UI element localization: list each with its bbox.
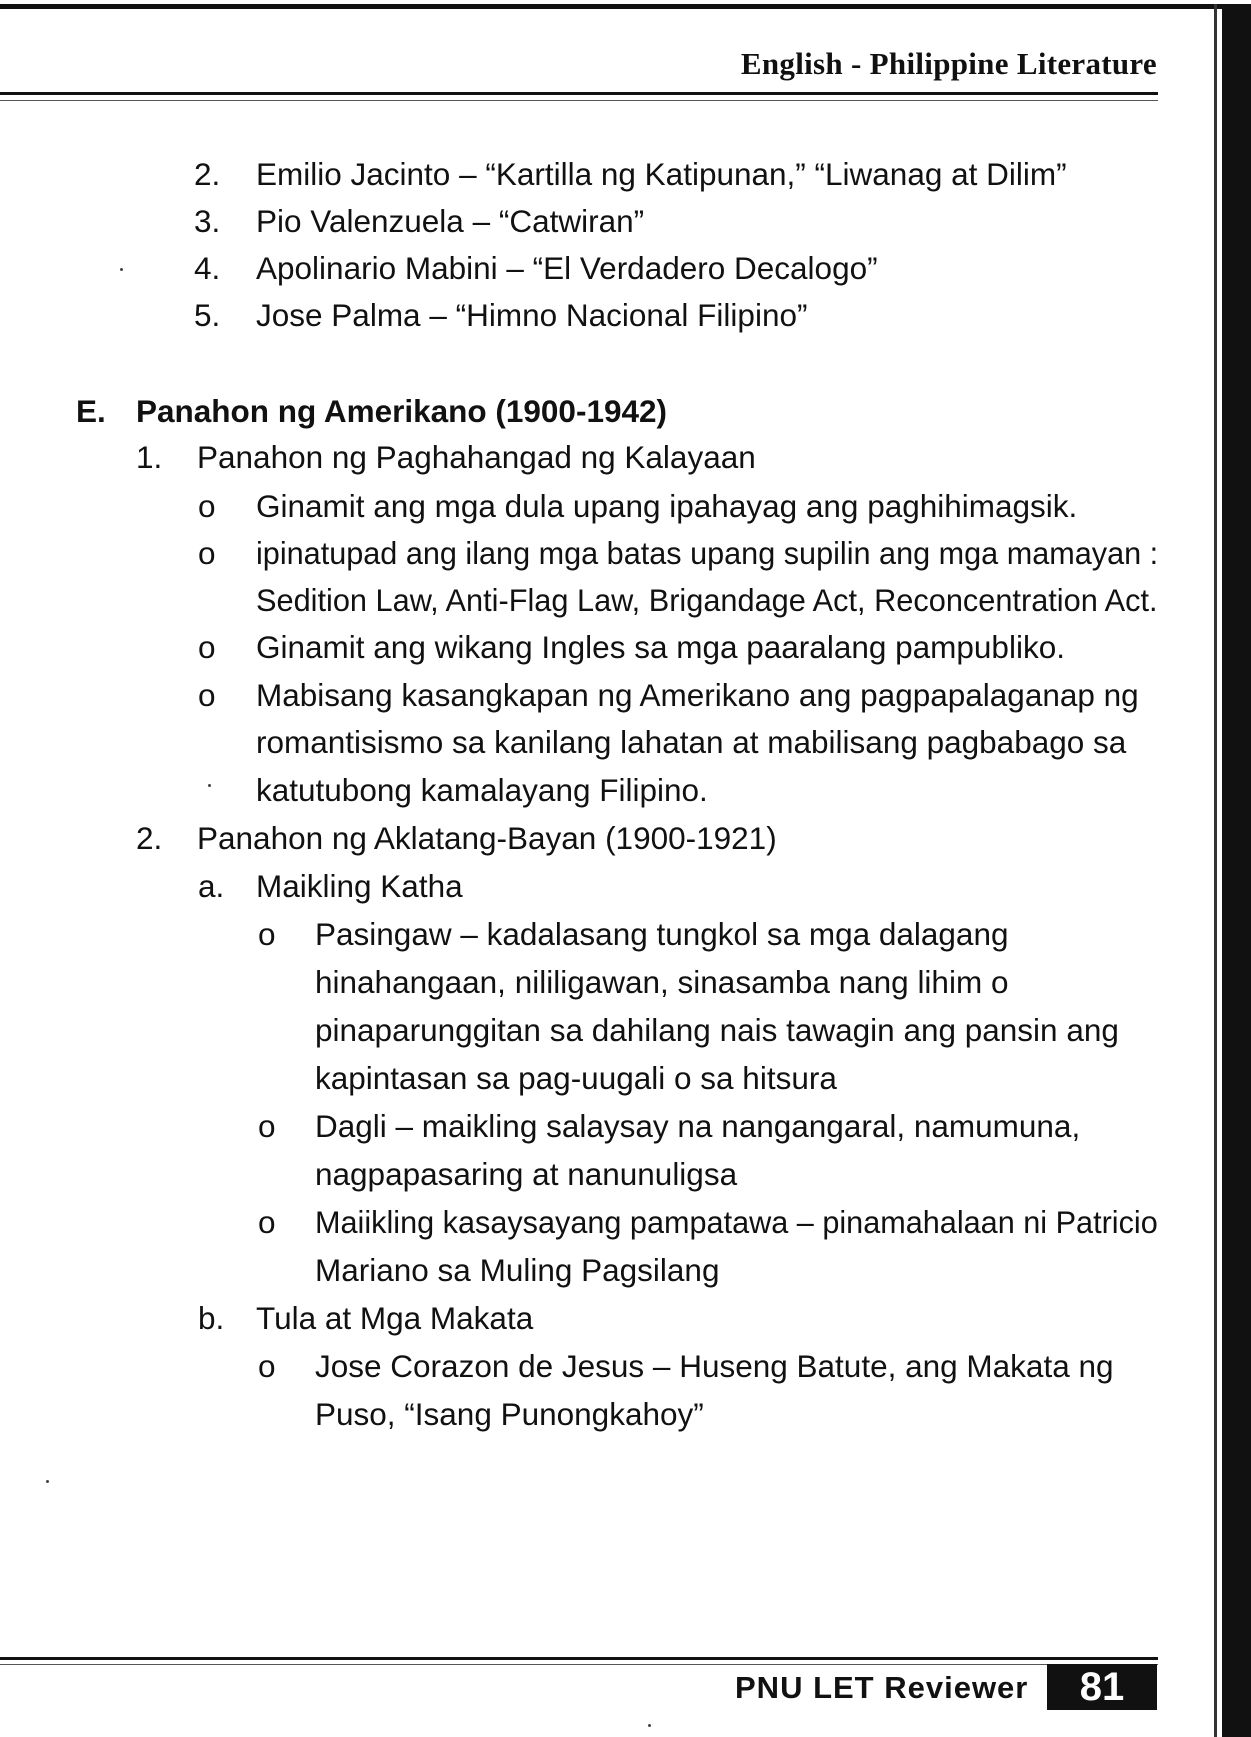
list-item-text: Jose Palma – “Himno Nacional Filipino” [256,297,808,333]
section-marker: E. [76,393,106,429]
bullet-text: kapintasan sa pag-uugali o sa hitsura [315,1060,837,1096]
bullet-text: katutubong kamalayang Filipino. [256,772,708,808]
bullet-text: ipinatupad ang ilang mga batas upang supilin ang mga mamayan : [256,535,1159,571]
list-item-text: Emilio Jacinto – “Kartilla ng Katipunan,” “Liwanag at Dilim” [256,156,1067,192]
list-item-text: Apolinario Mabini – “El Verdadero Decalogo” [256,250,878,286]
list-item-marker: 2. [194,156,221,192]
page-right-edge [1214,4,1217,1737]
page-top-border [0,4,1228,9]
page-number: 81 [1047,1664,1157,1710]
bullet-marker: o [258,1348,276,1384]
scan-speck [648,1724,651,1727]
list-item-marker: 4. [194,250,221,286]
bullet-text: Sedition Law, Anti-Flag Law, Brigandage Act, Reconcentration Act. [256,582,1158,618]
bullet-text: Jose Corazon de Jesus – Huseng Batute, ang Makata ng [315,1348,1114,1384]
bullet-marker: o [258,916,276,952]
subsection-heading: Panahon ng Aklatang-Bayan (1900-1921) [197,820,777,856]
bullet-text: Pasingaw – kadalasang tungkol sa mga dalagang [315,916,1009,952]
footer-book-title: PNU LET Reviewer [735,1670,1029,1705]
bullet-text: Puso, “Isang Punongkahoy” [315,1396,704,1432]
bullet-text: nagpapasaring at nanunuligsa [315,1156,738,1192]
bullet-marker: o [258,1204,276,1240]
bullet-text: Mabisang kasangkapan ng Amerikano ang pagpapalaganap ng [256,677,1139,713]
subsection-heading: Panahon ng Paghahangad ng Kalayaan [197,439,756,475]
bullet-marker: o [198,629,216,665]
list-item-text: Pio Valenzuela – “Catwiran” [256,203,645,239]
subsection-marker: 2. [136,820,163,856]
footer-rule [0,1657,1158,1660]
bullet-text: Maiikling kasaysayang pampatawa – pinamahalaan ni Patricio [315,1204,1158,1240]
bullet-text: Mariano sa Muling Pagsilang [315,1252,720,1288]
header-rule [0,92,1158,95]
sublist-marker: b. [198,1300,225,1336]
list-item-marker: 5. [194,297,221,333]
bullet-text: Ginamit ang wikang Ingles sa mga paaralang pampubliko. [256,629,1065,665]
bullet-text: pinaparunggitan sa dahilang nais tawagin ang pansin ang [315,1012,1119,1048]
scan-speck [120,268,123,271]
sublist-marker: a. [198,868,225,904]
scan-speck [46,1480,49,1483]
bullet-text: Ginamit ang mga dula upang ipahayag ang paghihimagsik. [256,488,1078,524]
bullet-text: hinahangaan, nililigawan, sinasamba nang lihim o [315,964,1009,1000]
running-header-title: English - Philippine Literature [740,46,1157,81]
bullet-marker: o [198,535,216,571]
sublist-heading: Maikling Katha [256,868,463,904]
bullet-marker: o [198,488,216,524]
scan-speck [208,784,211,787]
bullet-marker: o [198,677,216,713]
bullet-marker: o [258,1108,276,1144]
bullet-text: Dagli – maikling salaysay na nangangaral, namumuna, [315,1108,1081,1144]
sublist-heading: Tula at Mga Makata [256,1300,534,1336]
section-heading: Panahon ng Amerikano (1900-1942) [136,393,668,429]
subsection-marker: 1. [136,439,163,475]
header-rule-thin [0,100,1158,101]
page-right-bar [1222,4,1251,1737]
bullet-text: romantisismo sa kanilang lahatan at mabilisang pagbabago sa [256,724,1127,760]
footer-rule-thin [0,1664,1158,1665]
list-item-marker: 3. [194,203,221,239]
